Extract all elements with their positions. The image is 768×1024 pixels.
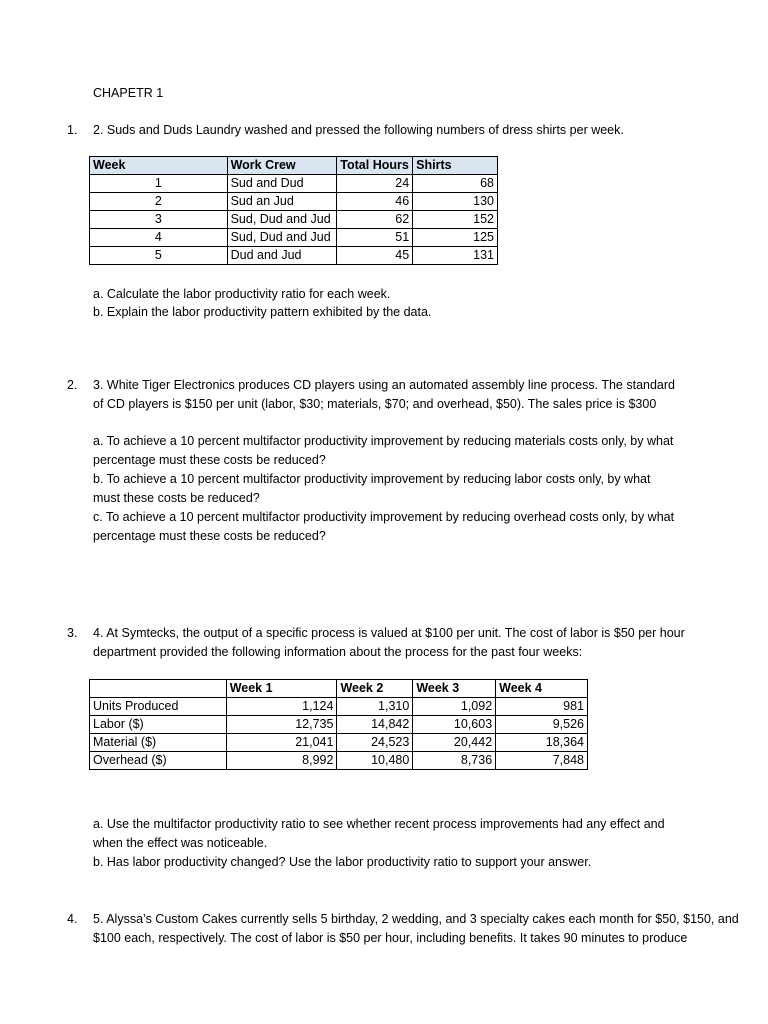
- table-cell: Sud and Dud: [227, 175, 337, 193]
- sub-question-a: a. To achieve a 10 percent multifactor productivity improvement by reducing materials costs only, by what: [93, 434, 674, 448]
- table-cell: 68: [413, 175, 498, 193]
- table-cell: Sud, Dud and Jud: [227, 229, 337, 247]
- column-header: Shirts: [413, 157, 498, 175]
- column-header: Week 3: [413, 680, 496, 698]
- sub-question-b: b. Has labor productivity changed? Use the labor productivity ratio to support your answer.: [93, 855, 592, 869]
- question-text: department provided the following information about the process for the past four weeks:: [93, 645, 583, 659]
- table-cell: 45: [337, 247, 413, 265]
- table-cell: Sud an Jud: [227, 193, 337, 211]
- table-cell: 4: [90, 229, 228, 247]
- table-cell: 7,848: [496, 752, 588, 770]
- column-header: Work Crew: [227, 157, 337, 175]
- row-label: Material ($): [90, 734, 227, 752]
- sub-question-b: must these costs be reduced?: [93, 491, 260, 505]
- process-table: [89, 679, 588, 770]
- table-cell: 125: [413, 229, 498, 247]
- table-cell: 24: [337, 175, 413, 193]
- table-cell: 10,603: [413, 716, 496, 734]
- question-number: 2.: [67, 378, 78, 392]
- table-cell: 5: [90, 247, 228, 265]
- table-cell: 981: [496, 698, 588, 716]
- table-cell: 46: [337, 193, 413, 211]
- table-row: [90, 247, 498, 265]
- sub-question-c: percentage must these costs be reduced?: [93, 529, 326, 543]
- sub-question-a: percentage must these costs be reduced?: [93, 453, 326, 467]
- row-label: Labor ($): [90, 716, 227, 734]
- table-row: [90, 698, 588, 716]
- sub-question-a: a. Use the multifactor productivity ratio to see whether recent process improvements had any effect and: [93, 817, 665, 831]
- table-cell: 62: [337, 211, 413, 229]
- table-cell: 1,092: [413, 698, 496, 716]
- sub-question-a: when the effect was noticeable.: [93, 836, 268, 850]
- table-cell: 8,992: [226, 752, 337, 770]
- row-label: Units Produced: [90, 698, 227, 716]
- table-row: [90, 211, 498, 229]
- sub-question-a: a. Calculate the labor productivity ratio for each week.: [93, 287, 391, 301]
- sub-question-b: b. Explain the labor productivity pattern exhibited by the data.: [93, 305, 432, 319]
- table-cell: 14,842: [337, 716, 413, 734]
- question-text: 4. At Symtecks, the output of a specific process is valued at $100 per unit. The cost of labor is $50 per hour: [93, 626, 685, 640]
- question-text: 2. Suds and Duds Laundry washed and pressed the following numbers of dress shirts per week.: [93, 123, 624, 137]
- sub-question-b: b. To achieve a 10 percent multifactor productivity improvement by reducing labor costs only, by what: [93, 472, 651, 486]
- table-row: [90, 716, 588, 734]
- question-number: 3.: [67, 626, 78, 640]
- sub-question-c: c. To achieve a 10 percent multifactor productivity improvement by reducing overhead costs only, by what: [93, 510, 675, 524]
- page-title: CHAPETR 1: [93, 86, 164, 100]
- question-text: 3. White Tiger Electronics produces CD players using an automated assembly line process. The standard: [93, 378, 676, 392]
- table-cell: 130: [413, 193, 498, 211]
- shirts-table: [89, 156, 498, 265]
- table-header-row: [90, 680, 588, 698]
- table-cell: 1: [90, 175, 228, 193]
- table-cell: 20,442: [413, 734, 496, 752]
- question-number: 4.: [67, 912, 78, 926]
- table-cell: 1,124: [226, 698, 337, 716]
- column-header: Week 1: [226, 680, 337, 698]
- table-cell: Sud, Dud and Jud: [227, 211, 337, 229]
- column-header: Total Hours: [337, 157, 413, 175]
- table-cell: 152: [413, 211, 498, 229]
- question-text: 5. Alyssa’s Custom Cakes currently sells 5 birthday, 2 wedding, and 3 specialty cakes each month for $50, $150, and: [93, 912, 739, 926]
- table-cell: 131: [413, 247, 498, 265]
- table-row: [90, 175, 498, 193]
- table-cell: 24,523: [337, 734, 413, 752]
- table-cell: 18,364: [496, 734, 588, 752]
- question-text: $100 each, respectively. The cost of labor is $50 per hour, including benefits. It takes 90 minutes to produce: [93, 931, 688, 945]
- table-cell: 12,735: [226, 716, 337, 734]
- table-cell: 2: [90, 193, 228, 211]
- table-cell: 3: [90, 211, 228, 229]
- table-cell: 10,480: [337, 752, 413, 770]
- column-header: Week 4: [496, 680, 588, 698]
- table-row: [90, 229, 498, 247]
- table-cell: 9,526: [496, 716, 588, 734]
- column-header: Week: [90, 157, 228, 175]
- table-cell: 51: [337, 229, 413, 247]
- row-label: Overhead ($): [90, 752, 227, 770]
- table-row: [90, 752, 588, 770]
- column-header: [90, 680, 227, 698]
- table-header-row: [90, 157, 498, 175]
- table-cell: Dud and Jud: [227, 247, 337, 265]
- table-cell: 8,736: [413, 752, 496, 770]
- table-cell: 21,041: [226, 734, 337, 752]
- column-header: Week 2: [337, 680, 413, 698]
- table-row: [90, 193, 498, 211]
- table-cell: 1,310: [337, 698, 413, 716]
- question-text: of CD players is $150 per unit (labor, $30; materials, $70; and overhead, $50). The sales price is $300: [93, 397, 657, 411]
- question-number: 1.: [67, 123, 78, 137]
- table-row: [90, 734, 588, 752]
